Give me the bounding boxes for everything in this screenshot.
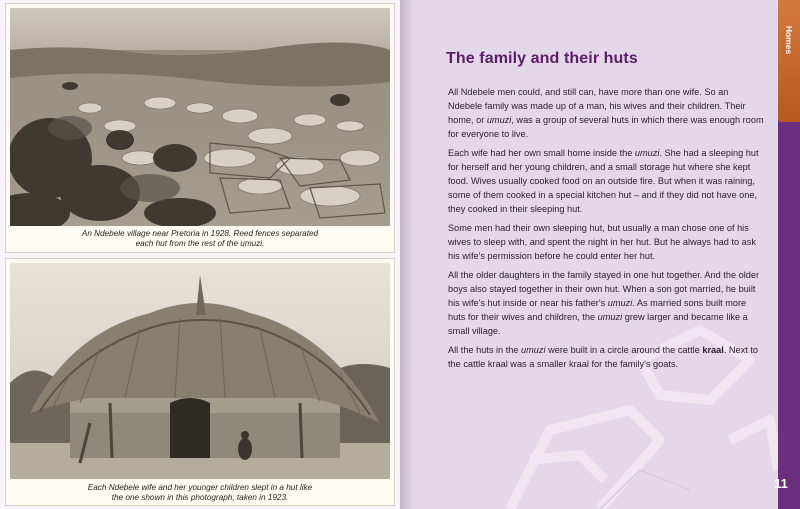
section-tab-label: Homes [784,25,794,55]
right-page [400,0,800,509]
hut-photo-card [5,258,395,506]
body-text [448,85,764,376]
paragraph: All the huts in the umuzi were built in a circle around the cattle kraal. Next to the cattle kraal was a smaller kraal for the family's goats. [448,345,759,369]
paragraph: All Ndebele men could, and still can, have more than one wife. So an Ndebele family was made up of a man, his wives and their children. Their home, or umuzi, was a group of several huts in which there was enough room for everyone to live. [448,87,764,139]
hut-photo-caption [16,483,384,503]
page-heading: The family and their huts [446,50,638,67]
village-photo-card [5,3,395,253]
paragraph: All the older daughters in the family stayed in one hut together. And the older boys also stayed together in their own hut. When a son got married, he built his wife's hut inside or near his father's umuzi. As married sons built more huts for their wives and children, the umuzi grew larger and became like a small village. [448,270,760,336]
village-photo-caption [16,229,384,249]
paragraph: Some men had their own sleeping hut, but usually a man chose one of his wives to sleep with, and spent the night in her hut. But he always had to ask his wife's permission before he could enter her hut. [448,223,756,261]
hut-photo [10,263,390,479]
caption-line: the one shown in this photograph, taken in 1923. [111,493,289,502]
caption-line: An Ndebele village near Pretoria in 1928. Reed fences separated [81,229,319,238]
section-tab [778,0,800,122]
page-number: 11 [774,476,788,491]
paragraph: Each wife had her own small home inside the umuzi. She had a sleeping hut for herself and her young children, and a small storage hut where she kept food. Wives usually cooked food on an outside fire. But when it was raining, some of them cooked in a special kitchen hut – and if they did not have one, they cooked in their sleeping hut. [448,148,759,214]
caption-line: Each Ndebele wife and her younger children slept in a hut like [87,483,313,492]
caption-line: each hut from the rest of the umuzi. [135,239,265,248]
village-photo [10,8,390,226]
